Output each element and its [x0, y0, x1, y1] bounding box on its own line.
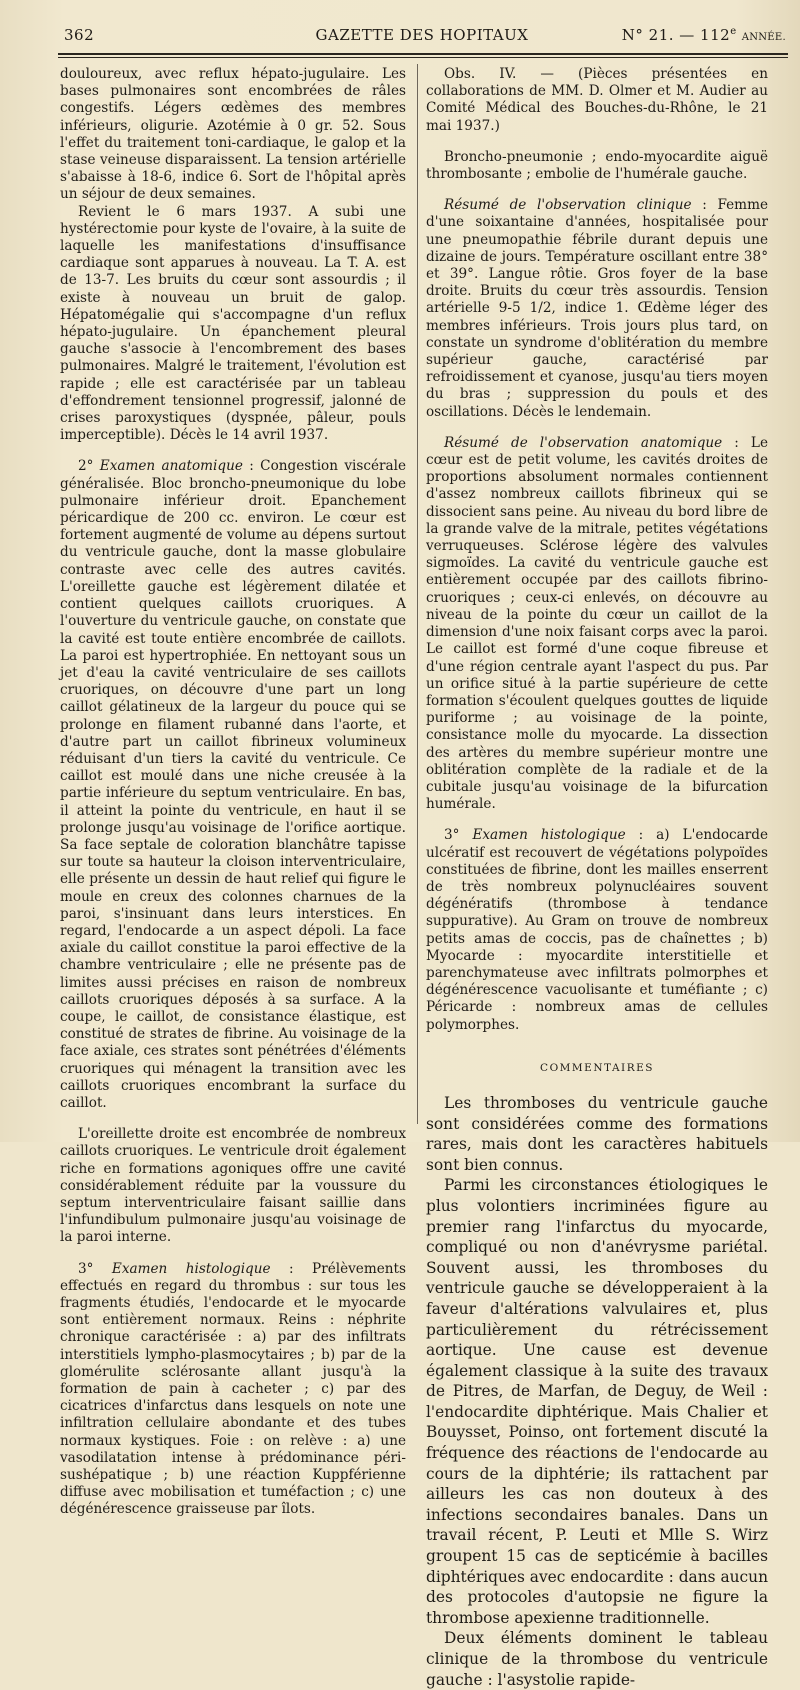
right-paragraph: [426, 66, 768, 135]
commentaires-body: [426, 1093, 768, 1690]
right-para-text: Broncho-pneumonie ; endo-myocardite aiguë thrombosante ; embolie de l'humérale gauche.: [426, 148, 768, 183]
right-paragraph: [426, 827, 768, 1033]
right-para-text: : a) L'endocarde ulcératif est recouvert de végétations polypoïdes constituées de fibrine, dont les mailles enserrent de très nombreux polynucléaires souvent dégénératifs (thrombose à tendance suppurative). Au Gram on trouve de nombreux petits amas de coccis, pas de chaînettes ; b) Myocarde : myocardite interstitielle et parenchymateuse avec infiltrats polmorphes et dégénérescence vacuolisante et tuméfiante ; c) Péricarde : nombreux amas de cellules polymorphes.: [426, 827, 768, 1033]
left-para-lead: 2°: [78, 458, 100, 475]
header-rule-thin: [58, 57, 788, 58]
left-paragraph: [60, 204, 406, 445]
comment-paragraph: Deux éléments dominent le tableau clinique de la thrombose du ventricule gauche : l'asystolie rapide-: [426, 1629, 768, 1689]
left-para-text: L'oreillette droite est encombrée de nombreux caillots cruoriques. Le ventricule droit également riche en formations agoniques offre une cavité considérablement réduite par la voussure du septum interventriculaire faisant saillie dans l'infundibulum pulmonaire jusqu'au voisinage de la paroi interne.: [60, 1126, 406, 1246]
right-para-heading: Résumé de l'observation anatomique: [444, 434, 723, 451]
right-para-heading: Résumé de l'observation clinique: [444, 197, 692, 214]
left-paragraph: [60, 458, 406, 1112]
left-para-heading: Examen histologique: [111, 1260, 271, 1277]
page-number: 362: [64, 26, 95, 44]
issue-sup: e: [730, 26, 737, 37]
left-para-text: : Prélèvements effectués en regard du thrombus : sur tous les fragments étudiés, l'endocarde et le myocarde sont entièrement normaux. Reins : néphrite chronique caractérisée : a) par des infiltrats interstitiels lympho-plasmocytaires ; b) par de la glomérulite sclérosante allant jusqu'à la formation de pain à cacheter ; c) par des cicatrices d'infarctus dans lesquels on note une infiltration cellulaire abondante et des tubes normaux kystiques. Foie : on relève : a) une vasodilatation intense à prédominance péri-sushépatique ; b) une réaction Kuppférienne diffuse avec mobilisation et tuméfaction ; c) une dégénérescence graisseuse par îlots.: [60, 1260, 406, 1518]
section-title-commentaires: COMMENTAIRES: [540, 1061, 654, 1074]
left-para-lead: 3°: [78, 1260, 112, 1277]
column-divider: [417, 64, 418, 1124]
right-paragraph: [426, 197, 768, 421]
right-para-lead: 3°: [444, 827, 473, 844]
left-paragraph: [60, 1126, 406, 1246]
right-para-heading: Examen histologique: [472, 827, 626, 844]
left-para-text: Revient le 6 mars 1937. A subi une hystérectomie pour kyste de l'ovaire, à la suite de laquelle les manifestations d'insuffisance cardiaque sont apparues à nouveau. La T. A. est de 13-7. Les bruits du cœur sont assourdis ; il existe à nouveau un bruit de galop. Hépatomégalie qui s'accompagne d'un reflux hépato-jugulaire. Un épanchement pleural gauche s'associe à l'encombrement des bases pulmonaires. Malgré le traitement, l'évolution est rapide ; elle est caractérisée par un tableau d'effondrement tensionnel progressif, jalonné de crises paroxystiques (dyspnée, pâleur, pouls imperceptible). Décès le 14 avril 1937.: [60, 203, 406, 444]
right-para-text: : Femme d'une soixantaine d'années, hospitalisée pour une pneumopathie fébrile durant depuis une dizaine de jours. Température oscillant entre 38° et 39°. Langue rôtie. Gros foyer de la base droite. Bruits du cœur très assourdis. Tension artérielle 9-5 1/2, indice 1. Œdème léger des membres inférieurs. Trois jours plus tard, on constate un syndrome d'oblitération du membre supérieur gauche, caractérisé par refroidissement et cyanose, jusqu'au tiers moyen du bras ; suppression du pouls et des oscillations. Décès le lendemain.: [426, 197, 769, 420]
left-paragraph: [60, 1261, 406, 1519]
right-para-text: Obs. IV. — (Pièces présentées en collaborations de MM. D. Olmer et M. Audier au Comité Médical des Bouches-du-Rhône, le 21 mai 1937.): [426, 66, 768, 134]
left-para-text: douloureux, avec reflux hépato-jugulaire. Les bases pulmonaires sont encombrées de râles congestifs. Légers œdèmes des membres inférieurs, oligurie. Azotémie à 0 gr. 52. Sous l'effet du traitement toni-cardiaque, le galop et la stase veineuse disparaissent. La tension artérielle s'abaisse à 18-6, indice 6. Sort de l'hôpital après un séjour de deux semaines.: [60, 66, 406, 203]
right-column: [426, 66, 768, 1690]
header-rule: [58, 53, 788, 55]
page-header: [58, 26, 786, 52]
left-paragraph: [60, 66, 406, 204]
issue-number-text: N° 21. — 112: [621, 26, 731, 44]
left-para-heading: Examen anatomique: [99, 458, 243, 475]
right-paragraph: [426, 435, 768, 813]
left-para-text: : Congestion viscérale généralisée. Bloc broncho-pneumonique du lobe pulmonaire inférieur droit. Epanchement péricardique de 200 cc. environ. Le cœur est fortement augmenté de volume au dépens surtout du ventricule gauche, dont la masse globulaire contraste avec celle des autres cavités. L'oreillette gauche est légèrement dilatée et contient quelques caillots cruoriques. A l'ouverture du ventricule gauche, on constate que la cavité est toute entière encombrée de caillots. La paroi est hypertrophiée. En nettoyant sous un jet d'eau la cavité ventriculaire de ses caillots cruoriques, on découvre d'une part un long caillot gélatineux de la largeur du pouce qui se prolonge en filament rubanné dans l'aorte, et d'autre part un caillot fibrineux volumineux réduisant d'un tiers la cavité du ventricule. Ce caillot est moulé dans une niche creusée à la partie inférieure du septum ventriculaire. En bas, il atteint la pointe du ventricule, en haut il se prolonge jusqu'au voisinage de l'orifice aortique. Sa face septale de coloration blanchâtre tapisse sur toute sa hauteur la cloison interventriculaire, elle présente un dessin de haut relief qui figure le moule en creux des colonnes charnues de la paroi, s'insinuant dans leurs interstices. En regard, l'endocarde a un aspect dépoli. La face axiale du caillot constitue la paroi effective de la chambre ventriculaire ; elle ne présente pas de limites aussi précises en raison de nombreux caillots cruoriques déposés à sa surface. A la coupe, le caillot, de consistance élastique, est constitué de strates de fibrine. Au voisinage de la face axiale, ces strates sont pénétrées d'éléments cruoriques qui ménagent la transition avec les caillots cruoriques encombrant la surface du caillot.: [60, 458, 406, 1111]
journal-title: GAZETTE DES HOPITAUX: [315, 26, 529, 44]
issue-number: [622, 26, 786, 44]
issue-suffix: ANNÉE.: [741, 32, 786, 43]
comment-paragraph: Les thromboses du ventricule gauche sont considérées comme des formations rares, mais dont les caractères habituels sont bien connus.: [426, 1093, 768, 1174]
right-paragraph: [426, 149, 768, 183]
comment-paragraph: Parmi les circonstances étiologiques le plus volontiers incriminées figure au premier rang l'infarctus du myocarde, compliqué ou non d'anévrysme pariétal. Souvent aussi, les thromboses du ventricule gauche se développeraient à la faveur d'altérations valvulaires et, plus particulièrement du rétrécissement aortique. Une cause est devenue également classique à la suite des travaux de Pitres, de Marfan, de Deguy, de Weil : l'endocardite diphtérique. Mais Chalier et Bouysset, Poinso, ont fortement discuté la fréquence des réactions de l'endocarde au cours de la diphtérie; ils rattachent par ailleurs les cas non douteux à des infections secondaires banales. Dans un travail récent, P. Leuti et Mlle S. Wirz groupent 15 cas de septicémie à bacilles diphtériques avec endocardite : dans aucun des protocoles d'autopsie ne figure la thrombose apexienne traditionnelle.: [426, 1176, 768, 1627]
left-column: [60, 66, 406, 1519]
right-para-text: : Le cœur est de petit volume, les cavités droites de proportions absolument normales contiennent d'assez nombreux caillots fibrineux qui se dissocient sans peine. Au niveau du bord libre de la grande valve de la mitrale, petites végétations verruqueuses. Sclérose légère des valvules sigmoïdes. La cavité du ventricule gauche est entièrement occupée par des caillots fibrino-cruoriques ; ceux-ci enlevés, on découvre au niveau de la pointe du cœur un caillot de la dimension d'une noix faisant corps avec la paroi. Le caillot est formé d'une coque fibreuse et d'une région centrale ayant l'aspect du pus. Par un orifice situé à la partie supérieure de cette formation s'écoulent quelques gouttes de liquide puriforme ; au voisinage de la pointe, consistance molle du myocarde. La dissection des artères du membre supérieur montre une oblitération complète de la radiale et de la cubitale jusqu'au voisinage de la bifurcation humérale.: [426, 434, 768, 813]
